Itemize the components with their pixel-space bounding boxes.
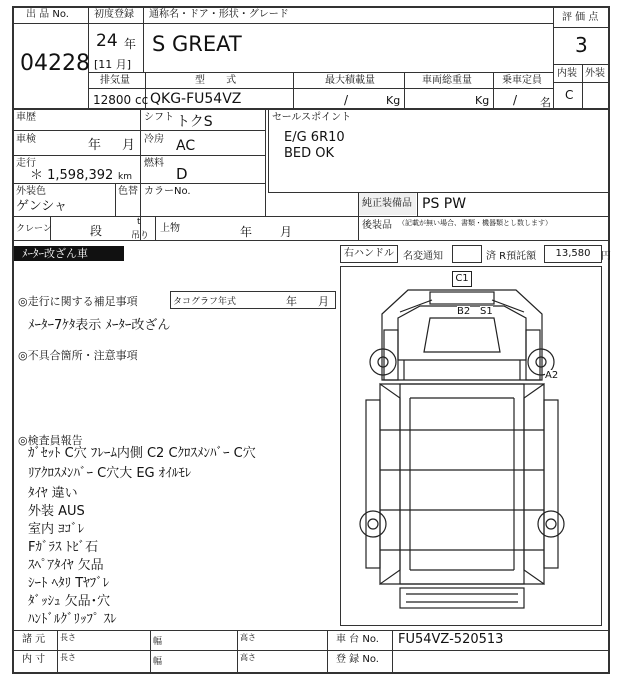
recycle-amount: 13,580 bbox=[544, 245, 602, 263]
aftermarket-label: 後装品 bbox=[362, 220, 392, 231]
ext-color-value: ゲンシャ bbox=[16, 199, 68, 214]
inspector-line-9: ﾀﾞｯｼｭ 欠品･穴 bbox=[28, 594, 111, 609]
interior-height-label: 高さ bbox=[240, 653, 256, 662]
inspection-year: 年 bbox=[88, 138, 102, 153]
meter-tampered-tag: ﾒｰﾀｰ改ざん車 bbox=[14, 246, 124, 261]
inspector-line-8: ｼｰﾄ ﾍﾀﾘ Tﾔﾌﾞﾚ bbox=[28, 576, 110, 591]
lot-no-label: 出 品 No. bbox=[26, 9, 69, 20]
damage-mark-a2: A2 bbox=[545, 370, 559, 381]
car-name: S GREAT bbox=[152, 32, 242, 56]
first-reg-year: 24 bbox=[96, 31, 118, 51]
interior-grade-label: 内装 bbox=[557, 68, 577, 79]
genuine-equipment: PS PW bbox=[422, 196, 467, 212]
inspector-line-3: ﾀｲﾔ 違い bbox=[28, 486, 78, 501]
interior-width-label: 幅 bbox=[153, 657, 163, 667]
gross-weight-kg: Kg bbox=[475, 94, 490, 107]
first-reg-month: [11 月] bbox=[94, 58, 132, 71]
tacho-month: 月 bbox=[318, 295, 329, 308]
aircon-value: AC bbox=[176, 138, 196, 154]
capacity-label: 乗車定員 bbox=[502, 75, 542, 86]
upper-year: 年 bbox=[240, 225, 253, 239]
width-label: 幅 bbox=[153, 637, 163, 647]
displacement-label: 排気量 bbox=[100, 75, 130, 86]
inspection-month: 月 bbox=[122, 138, 136, 153]
score-value: 3 bbox=[575, 33, 588, 57]
max-load-slash: / bbox=[344, 93, 349, 107]
sales-point-line-2: BED OK bbox=[284, 146, 335, 161]
inspector-line-5: 室内 ﾖｺﾞﾚ bbox=[28, 522, 85, 537]
fuel-label: 燃料 bbox=[144, 158, 164, 169]
interior-size-label: 内 寸 bbox=[22, 654, 46, 665]
tacho-year: 年 bbox=[286, 295, 297, 308]
color-change-label: 色替 bbox=[118, 186, 138, 197]
crane-label: クレーン bbox=[16, 224, 52, 234]
displacement: 12800 cc bbox=[93, 93, 149, 107]
inspector-report-label: ◎検査員報告 bbox=[18, 434, 83, 447]
color-code-label: カラーNo. bbox=[144, 186, 191, 197]
driving-note: ﾒｰﾀｰ7ｹﾀ表示 ﾒｰﾀｰ改ざん bbox=[28, 318, 171, 333]
registration-label: 登 録 No. bbox=[336, 654, 379, 665]
lot-no: 04228 bbox=[20, 51, 90, 76]
inspector-line-7: ｽﾍﾟｱﾀｲﾔ 欠品 bbox=[28, 558, 104, 573]
upper-label: 上物 bbox=[160, 223, 180, 234]
inspector-line-2: ﾘｱｸﾛｽﾒﾝﾊﾞｰ C穴大 EG ｵｲﾙﾓﾚ bbox=[28, 466, 192, 481]
length-label: 長さ bbox=[60, 633, 76, 642]
model: QKG-FU54VZ bbox=[150, 91, 242, 107]
recycle-yen: 円 bbox=[601, 251, 611, 262]
damage-mark-s1: S1 bbox=[480, 306, 493, 317]
crane-hoist: 吊り bbox=[131, 231, 150, 241]
aircon-label: 冷房 bbox=[144, 134, 164, 145]
mileage-unit: km bbox=[118, 172, 132, 182]
exterior-grade-label: 外装 bbox=[585, 68, 605, 79]
chassis-number: FU54VZ-520513 bbox=[398, 632, 504, 647]
chassis-label: 車 台 No. bbox=[336, 634, 379, 645]
shift-value: トクS bbox=[176, 114, 213, 130]
mileage-label: 走行 bbox=[16, 158, 36, 169]
car-name-label: 通称名・ドア・形状・グレード bbox=[149, 9, 289, 20]
crane-stage: 段 bbox=[90, 224, 103, 238]
inspector-line-1: ｶﾞｾｯﾄ C穴 ﾌﾚｰﾑ内側 C2 Cｸﾛｽﾒﾝﾊﾞｰ C穴 bbox=[28, 446, 256, 461]
max-load-kg: Kg bbox=[386, 94, 401, 107]
interior-length-label: 長さ bbox=[60, 653, 76, 662]
sales-points-label: セールスポイント bbox=[272, 112, 352, 123]
crane-ton: t bbox=[137, 217, 141, 227]
inspection-label: 車検 bbox=[16, 134, 36, 145]
name-change-label: 名変通知 bbox=[403, 251, 443, 262]
damage-mark-b2: B2 bbox=[457, 306, 471, 317]
inspector-line-6: Fｶﾞﾗｽ ﾄﾋﾞ石 bbox=[28, 540, 99, 555]
height-label: 高さ bbox=[240, 633, 256, 642]
damage-mark-c1: C1 bbox=[452, 271, 472, 287]
defects-label: ◎不具合箇所・注意事項 bbox=[18, 349, 138, 362]
gross-weight-label: 車両総重量 bbox=[422, 75, 472, 86]
first-reg-year-unit: 年 bbox=[124, 37, 137, 51]
driving-notes-label: ◎走行に関する補足事項 bbox=[18, 295, 138, 308]
first-reg-label: 初度登録 bbox=[94, 9, 134, 20]
upper-month: 月 bbox=[280, 225, 293, 239]
aftermarket-note: （記載が無い場合、書類・機器類とし数します） bbox=[398, 219, 552, 227]
fuel-value: D bbox=[176, 165, 188, 183]
tacho-label: タコグラフ年式 bbox=[173, 297, 237, 307]
genuine-label: 純正装備品 bbox=[362, 198, 412, 209]
interior-grade: C bbox=[565, 88, 574, 102]
max-load-label: 最大積載量 bbox=[325, 75, 375, 86]
dims-label: 諸 元 bbox=[22, 634, 46, 645]
right-handle-box: 右ハンドル bbox=[340, 245, 398, 263]
capacity-unit: 名 bbox=[540, 96, 551, 109]
score-label: 評 価 点 bbox=[562, 12, 599, 23]
inspector-line-10: ﾊﾝﾄﾞﾙｸﾞﾘｯﾌﾟ ｽﾚ bbox=[28, 612, 117, 627]
history-label: 車歴 bbox=[16, 112, 36, 123]
mileage-value: ＊ 1,598,392 bbox=[30, 168, 114, 183]
ext-color-label: 外装色 bbox=[16, 186, 46, 197]
shift-label: シフト bbox=[144, 112, 174, 123]
capacity-slash: / bbox=[513, 93, 518, 107]
sales-point-line-1: E/G 6R10 bbox=[284, 130, 345, 145]
inspector-line-4: 外装 AUS bbox=[28, 504, 85, 519]
model-label: 型 式 bbox=[195, 75, 237, 86]
recycle-label: 済 R預託額 bbox=[486, 251, 537, 262]
